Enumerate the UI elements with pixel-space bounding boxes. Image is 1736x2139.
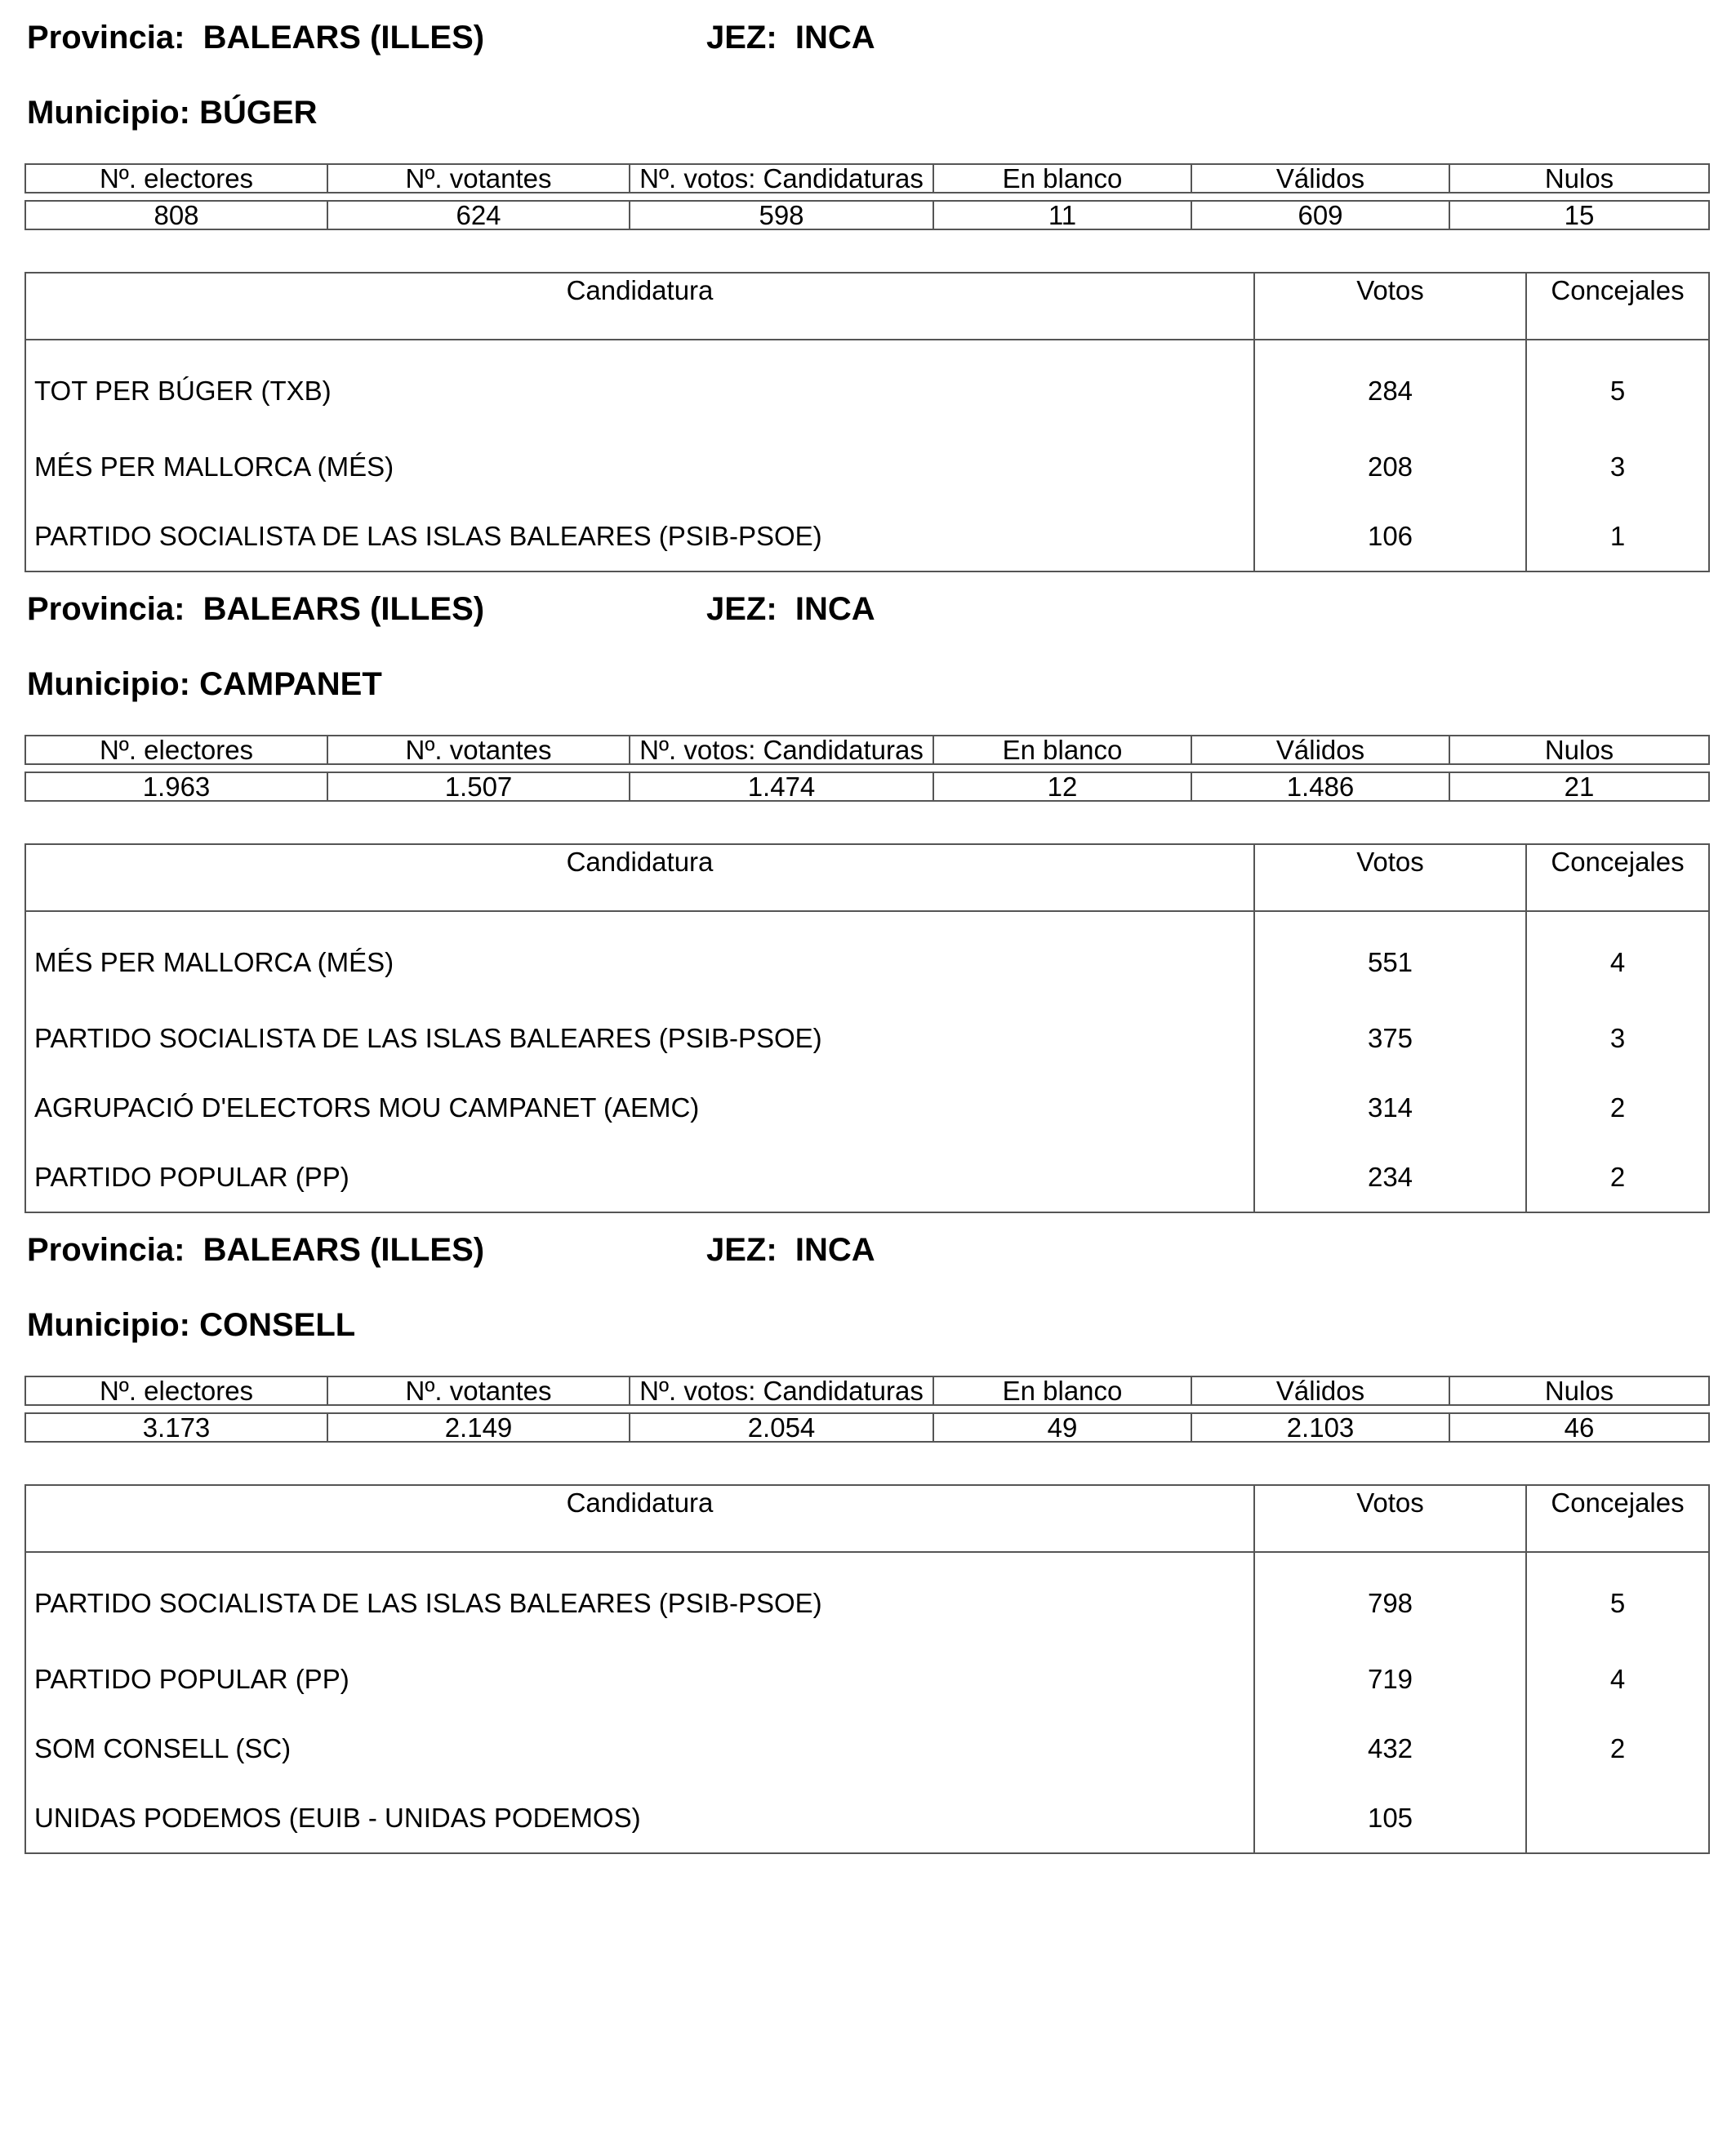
summary-value-cell: 1.963 [25,772,327,801]
candidates-header-row [25,273,1709,340]
votos-header: Votos [1254,273,1526,340]
summary-header-cell: Nº. votantes [327,736,630,764]
summary-value-cell: 598 [630,201,933,229]
summary-table [24,163,1710,230]
candidate-votes: 105 [1254,1783,1526,1853]
candidate-name: SOM CONSELL (SC) [25,1714,1254,1783]
summary-value-row [25,201,1709,229]
summary-value-cell: 46 [1449,1413,1709,1442]
provincia-label: Provincia: [27,1232,185,1268]
provincia-heading [27,20,484,56]
provincia-heading [27,1232,484,1268]
summary-value-cell: 1.474 [630,772,933,801]
municipio-label: Municipio: [27,95,190,131]
candidate-name: PARTIDO SOCIALISTA DE LAS ISLAS BALEARES (PSIB-PSOE) [25,1552,1254,1644]
summary-header-cell: Válidos [1191,736,1449,764]
summary-value-cell: 49 [933,1413,1191,1442]
municipality-section [0,0,1736,637]
summary-value-cell: 3.173 [25,1413,327,1442]
jez-value: INCA [795,591,875,627]
summary-value-cell: 808 [25,201,327,229]
candidates-header-row [25,844,1709,911]
summary-header-cell: Nº. votos: Candidaturas [630,164,933,193]
provincia-value: BALEARS (ILLES) [203,591,485,627]
candidate-votes: 234 [1254,1142,1526,1212]
candidate-row [25,1003,1709,1073]
candidate-name: UNIDAS PODEMOS (EUIB - UNIDAS PODEMOS) [25,1783,1254,1853]
summary-header-cell: Nº. electores [25,736,327,764]
municipio-value: CONSELL [199,1307,356,1343]
candidate-votes: 284 [1254,340,1526,432]
candidate-row [25,1552,1709,1644]
candidate-seats: 1 [1526,501,1709,571]
candidate-row [25,501,1709,571]
concejales-header: Concejales [1526,1485,1709,1552]
summary-header-cell: En blanco [933,164,1191,193]
jez-heading [706,20,875,56]
candidate-votes: 375 [1254,1003,1526,1073]
summary-header-cell: Nº. electores [25,1376,327,1405]
candidate-row [25,1644,1709,1714]
candidate-votes: 314 [1254,1073,1526,1142]
summary-value-cell: 12 [933,772,1191,801]
summary-header-cell: Válidos [1191,164,1449,193]
municipio-label: Municipio: [27,1307,190,1343]
summary-header-cell: En blanco [933,736,1191,764]
summary-table [24,1376,1710,1443]
candidate-row [25,432,1709,501]
municipio-heading [27,1307,355,1343]
candidatura-header: Candidatura [25,273,1254,340]
jez-label: JEZ: [706,20,777,56]
provincia-label: Provincia: [27,591,185,627]
candidate-seats: 2 [1526,1073,1709,1142]
summary-header-cell: Nº. electores [25,164,327,193]
summary-value-cell: 1.507 [327,772,630,801]
candidate-seats: 3 [1526,1003,1709,1073]
candidate-row [25,911,1709,1003]
jez-value: INCA [795,20,875,56]
jez-heading [706,591,875,627]
summary-header-cell: Nulos [1449,1376,1709,1405]
candidatura-header: Candidatura [25,1485,1254,1552]
candidate-name: PARTIDO POPULAR (PP) [25,1644,1254,1714]
candidate-seats: 5 [1526,1552,1709,1644]
concejales-header: Concejales [1526,844,1709,911]
concejales-header: Concejales [1526,273,1709,340]
candidate-votes: 551 [1254,911,1526,1003]
municipality-section [0,1212,1736,1849]
summary-value-row [25,1413,1709,1442]
summary-value-row [25,772,1709,801]
candidate-seats: 2 [1526,1142,1709,1212]
municipio-value: CAMPANET [199,666,382,702]
candidates-header-row [25,1485,1709,1552]
candidate-row [25,1714,1709,1783]
candidate-seats: 2 [1526,1714,1709,1783]
candidate-votes: 798 [1254,1552,1526,1644]
jez-label: JEZ: [706,591,777,627]
jez-value: INCA [795,1232,875,1268]
summary-value-cell: 2.054 [630,1413,933,1442]
candidate-name: PARTIDO SOCIALISTA DE LAS ISLAS BALEARES (PSIB-PSOE) [25,1003,1254,1073]
candidate-row [25,1783,1709,1853]
candidate-row [25,340,1709,432]
candidate-name: MÉS PER MALLORCA (MÉS) [25,432,1254,501]
summary-header-cell: Nº. votos: Candidaturas [630,1376,933,1405]
votos-header: Votos [1254,1485,1526,1552]
summary-header-cell: Válidos [1191,1376,1449,1405]
candidate-seats: 5 [1526,340,1709,432]
candidate-name: PARTIDO SOCIALISTA DE LAS ISLAS BALEARES (PSIB-PSOE) [25,501,1254,571]
candidate-name: AGRUPACIÓ D'ELECTORS MOU CAMPANET (AEMC) [25,1073,1254,1142]
candidate-votes: 208 [1254,432,1526,501]
municipio-heading [27,666,382,702]
candidate-name: PARTIDO POPULAR (PP) [25,1142,1254,1212]
summary-value-cell: 21 [1449,772,1709,801]
summary-value-cell: 609 [1191,201,1449,229]
candidate-row [25,1073,1709,1142]
summary-table [24,735,1710,802]
summary-value-cell: 2.149 [327,1413,630,1442]
candidate-name: MÉS PER MALLORCA (MÉS) [25,911,1254,1003]
candidate-seats: 3 [1526,432,1709,501]
municipio-label: Municipio: [27,666,190,702]
summary-header-row [25,164,1709,193]
municipio-value: BÚGER [199,95,318,131]
provincia-heading [27,591,484,627]
provincia-value: BALEARS (ILLES) [203,1232,485,1268]
municipality-section [0,571,1736,1208]
summary-header-cell: En blanco [933,1376,1191,1405]
summary-value-cell: 624 [327,201,630,229]
candidate-seats: 4 [1526,1644,1709,1714]
candidates-table [24,843,1710,1213]
summary-header-row [25,736,1709,764]
candidate-seats: 4 [1526,911,1709,1003]
municipio-heading [27,95,318,131]
jez-heading [706,1232,875,1268]
provincia-label: Provincia: [27,20,185,56]
votos-header: Votos [1254,844,1526,911]
summary-header-cell: Nº. votantes [327,164,630,193]
summary-header-cell: Nº. votos: Candidaturas [630,736,933,764]
summary-value-cell: 11 [933,201,1191,229]
summary-header-row [25,1376,1709,1405]
candidate-votes: 719 [1254,1644,1526,1714]
summary-header-cell: Nulos [1449,736,1709,764]
candidates-table [24,272,1710,572]
candidate-votes: 106 [1254,501,1526,571]
summary-value-cell: 1.486 [1191,772,1449,801]
candidate-seats [1526,1783,1709,1853]
summary-header-cell: Nulos [1449,164,1709,193]
summary-value-cell: 15 [1449,201,1709,229]
jez-label: JEZ: [706,1232,777,1268]
candidate-votes: 432 [1254,1714,1526,1783]
candidatura-header: Candidatura [25,844,1254,911]
provincia-value: BALEARS (ILLES) [203,20,485,56]
summary-value-cell: 2.103 [1191,1413,1449,1442]
candidate-row [25,1142,1709,1212]
candidate-name: TOT PER BÚGER (TXB) [25,340,1254,432]
summary-header-cell: Nº. votantes [327,1376,630,1405]
candidates-table [24,1484,1710,1854]
